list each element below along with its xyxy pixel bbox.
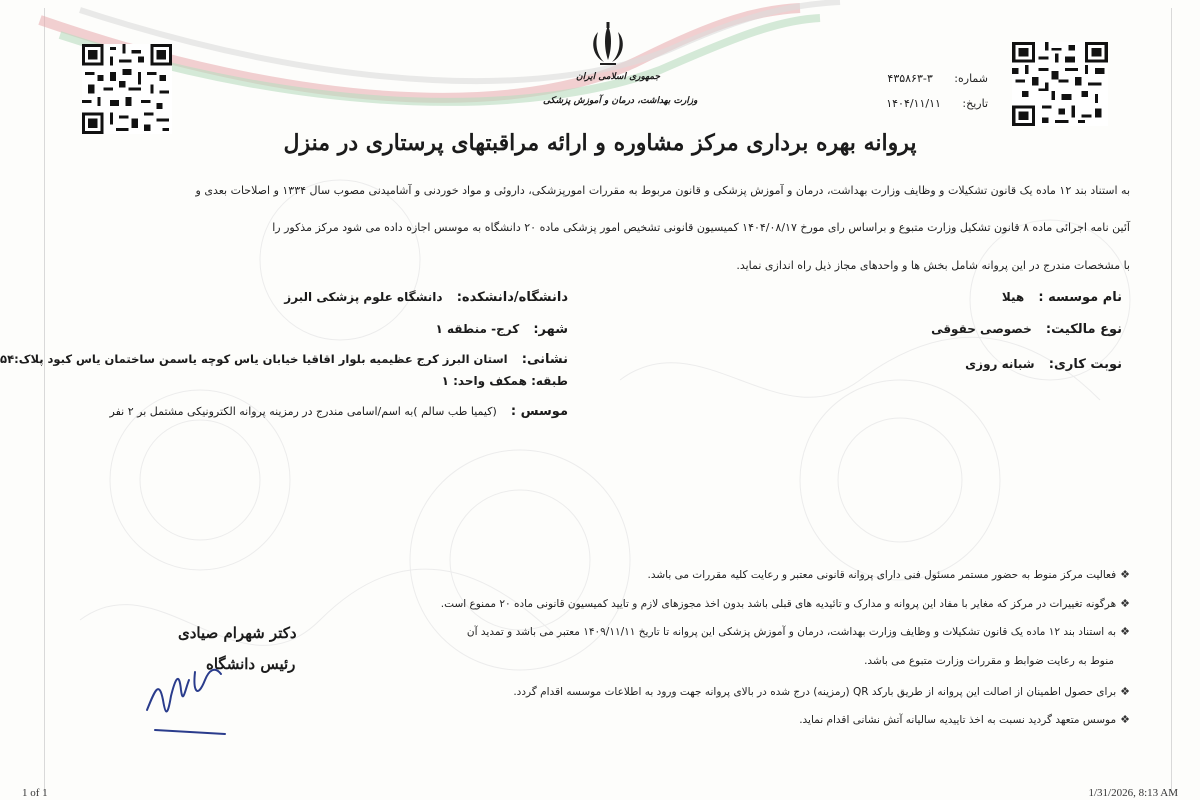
document-title: پروانه بهره برداری مرکز مشاوره و ارائه مراقبتهای پرستاری در منزل: [283, 130, 917, 156]
note-3: [467, 625, 1130, 638]
founder-value: (کیمیا طب سالم )به اسم/اسامی مندرج در رمزینه پروانه الکترونیکی مشتمل بر ۲ نفر: [109, 405, 497, 418]
founder-label: موسس :: [510, 404, 568, 419]
iran-emblem-icon: [586, 22, 630, 68]
ownership-value: خصوصی حقوقی: [931, 322, 1032, 336]
note-1: [647, 568, 1130, 581]
field-founder: [110, 404, 569, 419]
handwritten-signature: [135, 650, 245, 740]
bullet-icon: ❖: [1120, 597, 1130, 610]
bullet-icon: ❖: [1120, 713, 1130, 726]
bullet-icon: ❖: [1120, 685, 1130, 698]
university-value: دانشگاه علوم پزشکی البرز: [284, 290, 443, 304]
license-date-row: [886, 97, 988, 110]
license-number-row: [887, 72, 988, 85]
address-label: نشانی:: [521, 352, 568, 367]
field-city: [436, 322, 568, 337]
institute-name-value: هیلا: [1001, 290, 1025, 304]
note-4-text: برای حصول اطمینان از اصالت این پروانه از طریق بارکد QR (رمزینه) درج شده در بالای پروانه جهت ورود به اطلاعات موسسه اقدام گردد.: [513, 686, 1117, 698]
ownership-label: نوع مالکیت:: [1045, 322, 1122, 337]
university-label: دانشگاه/دانشکده:: [456, 290, 568, 305]
qr-code-right: [1012, 42, 1108, 126]
note-1-text: فعالیت مرکز منوط به حضور مستمر مسئول فنی دارای پروانه قانونی معتبر و رعایت کلیه مقررات می باشد.: [647, 569, 1117, 581]
note-5: [799, 713, 1130, 726]
institute-name-label: نام موسسه :: [1038, 290, 1122, 305]
city-value: کرج- منطقه ۱: [435, 322, 520, 336]
license-date-value: ۱۴۰۴/۱۱/۱۱: [886, 97, 941, 110]
license-number-label: شماره:: [954, 72, 988, 85]
note-2: [441, 597, 1130, 610]
floor-value: طبقه: همکف واحد: ۱: [441, 374, 568, 388]
intro-line-2: آئین نامه اجرائی ماده ۸ قانون تشکیل وزارت متبوع و براساس رای مورخ ۱۴۰۴/۰۸/۱۷ کمیسیون قانونی تشخیص امور پزشکی ماده ۲۰ دانشگاه به موسس اجازه داده می شود مرکز مذکور را: [272, 221, 1130, 234]
address-value: استان البرز کرج عظیمیه بلوار اقاقیا خیابان یاس کوچه یاسمن ساختمان یاس کبود پلاک:۵۴: [0, 352, 508, 366]
license-date-label: تاریخ:: [962, 97, 988, 110]
bullet-icon: ❖: [1120, 625, 1130, 638]
field-ownership: [931, 322, 1122, 337]
signatory-role: رئیس دانشگاه: [206, 655, 296, 673]
emblem-line-2: وزارت بهداشت، درمان و آموزش پزشکی: [543, 96, 698, 106]
intro-line-3: با مشخصات مندرج در این پروانه شامل بخش ها و واحدهای مجاز ذیل راه اندازی نماید.: [736, 259, 1130, 272]
qr-code-left: [82, 44, 172, 134]
print-timestamp: 1/31/2026, 8:13 AM: [1088, 787, 1178, 799]
field-university: [284, 290, 568, 305]
note-4: [513, 685, 1130, 698]
emblem-line-1: جمهوری اسلامی ایران: [576, 72, 661, 82]
field-floor: [442, 374, 568, 389]
bullet-icon: ❖: [1120, 568, 1130, 581]
note-3-continued: [864, 655, 1114, 667]
intro-line-1: به استناد بند ۱۲ ماده یک قانون تشکیلات و وظایف وزارت بهداشت، درمان و آموزش پزشکی و قانون مربوط به مقررات امورپزشکی، داروئی و مواد خوردنی و آشامیدنی مصوب سال ۱۳۳۴ و اصلاحات بعدی و: [195, 184, 1130, 197]
shift-label: نوبت کاری:: [1048, 357, 1122, 372]
note-5-text: موسس متعهد گردید نسبت به اخذ تاییدیه سالیانه آتش نشانی اقدام نماید.: [799, 714, 1117, 726]
city-label: شهر:: [533, 322, 568, 337]
field-address: [0, 352, 568, 367]
note-3-text-continued: منوط به رعایت ضوابط و مقررات وزارت متبوع می باشد.: [864, 655, 1114, 667]
field-institute-name: [1002, 290, 1122, 305]
signatory-name: دکتر شهرام صیادی: [178, 624, 297, 642]
note-2-text: هرگونه تغییرات در مرکز که مغایر با مفاد این پروانه و مدارک و تائیدیه های قبلی باشد بدون اخذ مجوزهای لازم و تایید کمیسیون قانونی ماده ۲۰ ممنوع است.: [440, 598, 1117, 610]
field-shift: [965, 357, 1122, 372]
shift-value: شبانه روزی: [965, 357, 1035, 371]
license-number-value: ۳-۴۳۵۸۶۳: [887, 72, 933, 85]
note-3-text: به استناد بند ۱۲ ماده یک قانون تشکیلات و وظایف وزارت بهداشت، درمان و آموزش پزشکی این پروانه تا تاریخ ۱۴۰۹/۱۱/۱۱ معتبر می باشد و تمدید آن: [466, 626, 1117, 638]
page-counter: 1 of 1: [22, 787, 48, 799]
